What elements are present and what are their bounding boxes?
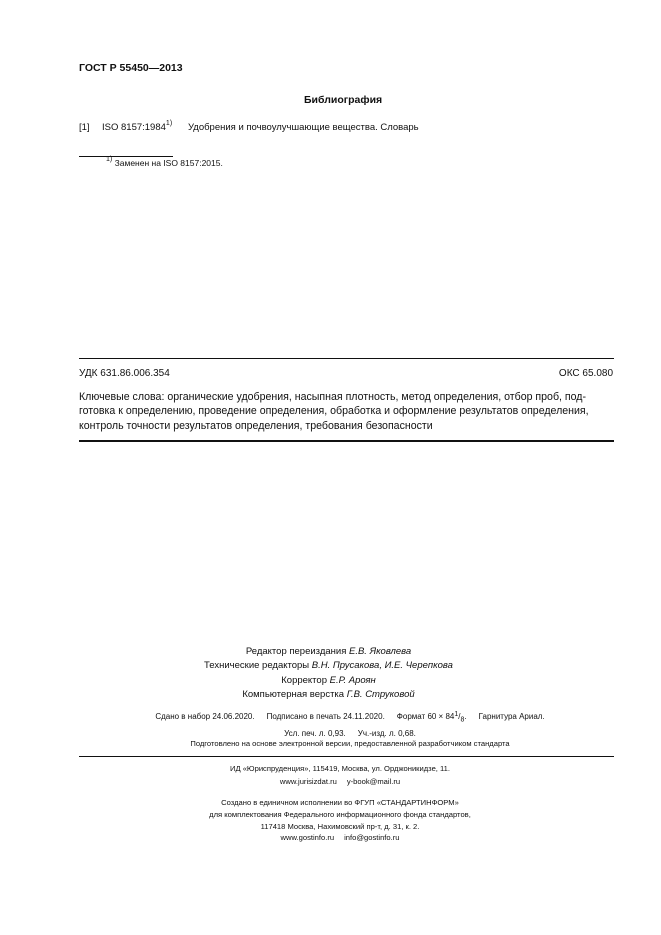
credit-layout: Компьютерная верстка Г.В. Струковой: [242, 688, 415, 700]
entry-title: Удобрения и почвоулучшающие вещества. Словарь: [188, 122, 419, 133]
created-site: www.gostinfo.ru: [280, 833, 335, 843]
publisher-info: [170, 763, 510, 788]
credit-proofreader: Корректор Е.Р. Ароян: [281, 674, 376, 686]
bibliography-entry: [79, 122, 419, 133]
bibliography-title: Библиография: [304, 94, 383, 106]
footnote-separator: [79, 156, 173, 157]
created-email: info@gostinfo.ru: [344, 833, 400, 843]
credit-tech-editors: Технические редакторы В.Н. Прусакова, И.Е. Черепкова: [204, 660, 453, 672]
created-line1: Создано в единичном исполнении во ФГУП «СТАНДАРТИНФОРМ»: [221, 798, 459, 807]
udk-code: УДК 631.86.006.354: [79, 368, 170, 379]
prepared-note: Подготовлено на основе электронной версии, предоставленной разработчиком стандарта: [190, 739, 510, 748]
divider-bottom: [79, 756, 614, 757]
created-info: [150, 797, 530, 844]
footnote-text: Заменен на ISO 8157:2015.: [114, 158, 223, 168]
footnote-ref: 1): [165, 120, 173, 127]
credits-block: [160, 645, 497, 702]
divider-thick: [79, 440, 614, 442]
publisher-address: ИД «Юриспруденция», 115419, Москва, ул. Орджоникидзе, 11.: [229, 764, 451, 773]
oks-code: ОКС 65.080: [558, 368, 613, 379]
entry-standard: ISO 8157:1984$^{1)}$: [102, 120, 173, 133]
keywords: Ключевые слова: органические удобрения, насыпная плотность, метод определения, отбор проб, под-готовка к определению, проведение определения, обработка и оформление результатов определения, контроль точности результатов определения, требования безопасности: [79, 391, 589, 432]
footnote: [106, 158, 223, 168]
publisher-site: www.jurisizdat.ru: [279, 776, 337, 786]
print-info-line2: Усл. печ. л. 0,93. Уч.-изд. л. 0,68.: [284, 728, 416, 738]
publisher-email: y-book@mail.ru: [346, 776, 401, 786]
print-info: [120, 710, 580, 740]
divider-top: [79, 358, 614, 359]
credit-editor: Редактор переиздания Е.В. Яковлева: [245, 646, 412, 657]
created-contacts: [150, 832, 530, 844]
footnote-mark: 1): [106, 156, 113, 163]
entry-number: [1]: [79, 122, 90, 133]
created-line2: для комплектования Федерального информационного фонда стандартов,: [209, 809, 471, 819]
document-code: ГОСТ Р 55450—2013: [79, 62, 183, 74]
publisher-contacts: [170, 776, 510, 789]
print-info-line1: Сдано в набор 24.06.2020. Подписано в печать 24.11.2020. Формат $60 \times 84^1/_8$. Гарнитура Ариал.: [155, 711, 545, 724]
created-line3: 117418 Москва, Нахимовский пр-т, д. 31, к. 2.: [260, 821, 420, 831]
